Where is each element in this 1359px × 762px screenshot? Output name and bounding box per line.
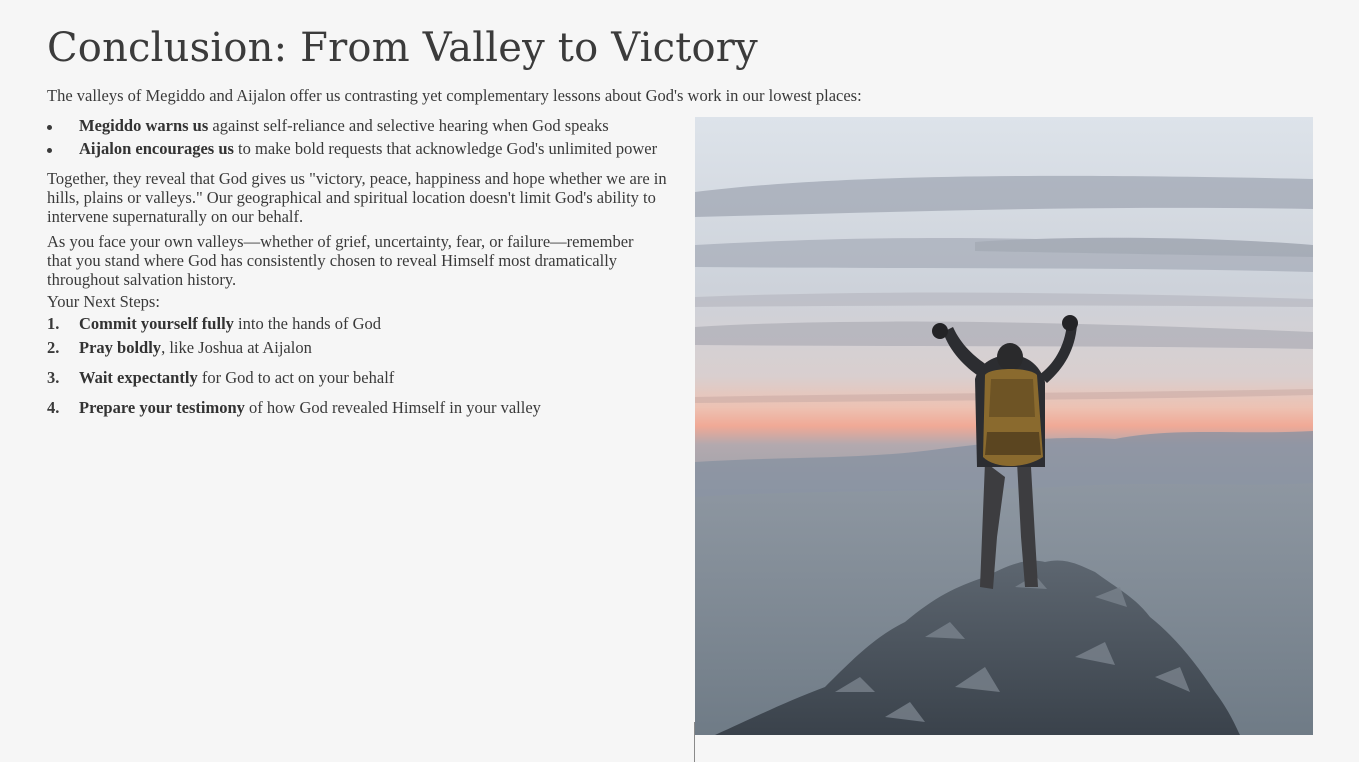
together-paragraph: Together, they reveal that God gives us "victory, peace, happiness and hope whether we are in hills, plains or valleys." Our geographical and spiritual location doesn't limit God's ability to intervene supernaturally on our behalf. [47,169,667,226]
lesson-bullet-list [47,116,657,162]
hiker-summit-image [695,117,1313,735]
step-text: for God to act on your behalf [197,368,395,387]
bullet-bold-text: Megiddo warns us [79,116,209,135]
bullet-dot-icon [47,148,52,153]
slide-title: Conclusion: From Valley to Victory [47,25,758,71]
step-text: , like Joshua at Aijalon [161,338,312,357]
step-item [47,338,312,358]
bullet-dot-icon [47,125,52,130]
step-number: 2. [47,338,60,357]
steps-heading: Your Next Steps: [47,292,160,311]
step-item [47,398,541,418]
step-number: 3. [47,368,60,387]
divider-line [694,722,695,762]
step-number: 1. [47,314,60,333]
step-item [47,314,381,334]
step-item [47,368,394,388]
intro-paragraph: The valleys of Megiddo and Aijalon offer us contrasting yet complementary lessons about God's work in our lowest places: [47,86,862,105]
step-text: of how God revealed Himself in your valley [244,398,541,417]
step-text: into the hands of God [233,314,382,333]
valleys-paragraph: As you face your own valleys—whether of grief, uncertainty, fear, or failure—remember that you stand where God has consistently chosen to reveal Himself most dramatically throughout salvation history. [47,232,634,289]
step-bold-text: Pray boldly [79,338,162,357]
step-bold-text: Prepare your testimony [79,398,245,417]
bullet-item-aijalon [47,139,657,159]
step-bold-text: Commit yourself fully [79,314,234,333]
bullet-item-megiddo [47,116,657,136]
step-number: 4. [47,398,60,417]
bullet-text: to make bold requests that acknowledge God's unlimited power [233,139,658,158]
step-bold-text: Wait expectantly [79,368,198,387]
bullet-text: against self-reliance and selective hearing when God speaks [208,116,609,135]
summit-photo [695,117,1313,735]
bullet-bold-text: Aijalon encourages us [79,139,234,158]
